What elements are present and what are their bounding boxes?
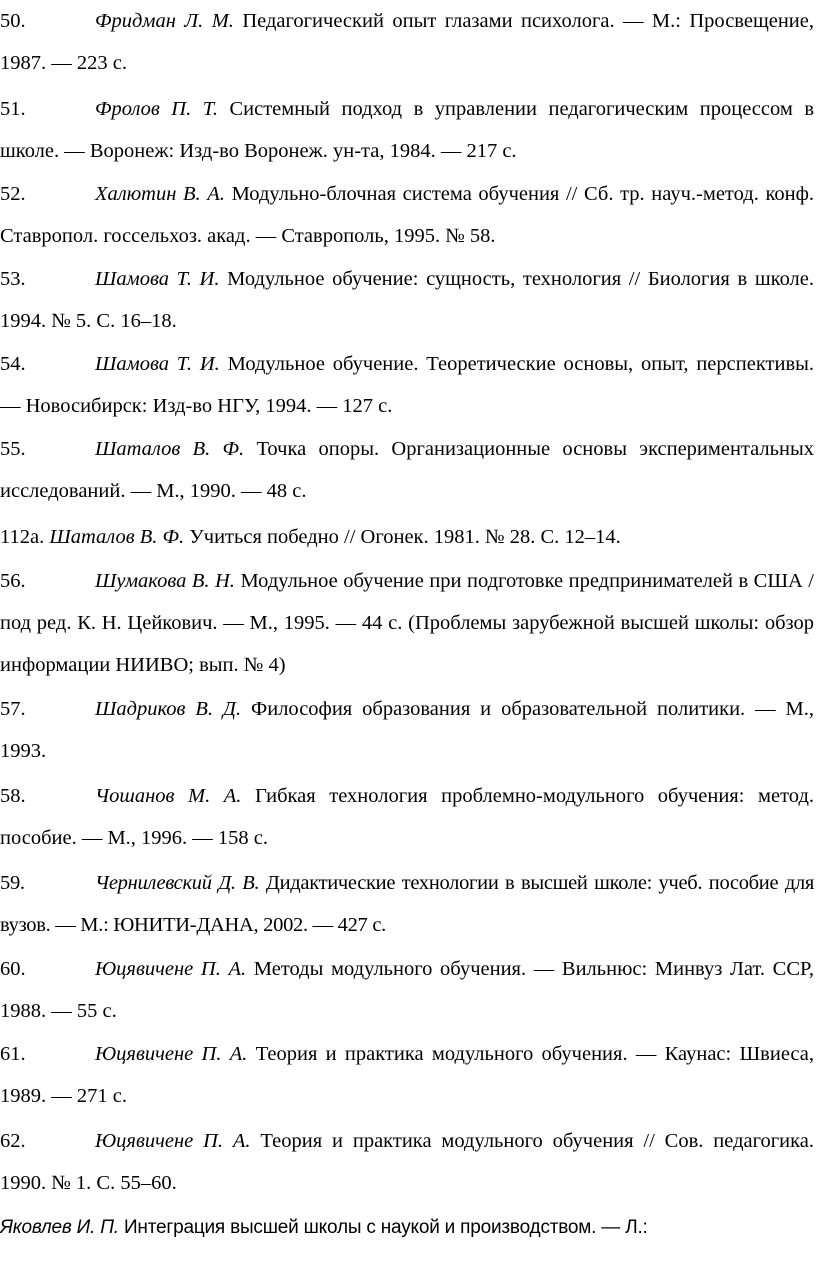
entry-text: Точка опоры. Организационные основы экспериментальных исследований. — М., 1990. — 48 с. xyxy=(0,438,815,502)
entry-text: Философия образования и образовательной политики. — М., 1993. xyxy=(0,698,814,762)
entry-number: 50. xyxy=(0,10,26,32)
bibliography-entry-54 xyxy=(0,343,814,427)
entry-author: Юцявичене П. А. xyxy=(95,1043,248,1065)
entry-author: Чернилевский Д. В. xyxy=(95,872,260,894)
bibliography-entry-53 xyxy=(0,258,814,342)
entry-text: Интеграция высшей школы с наукой и производством. — Л.: xyxy=(123,1217,648,1238)
entry-author: Шумакова В. Н. xyxy=(95,570,235,592)
entry-text: Гибкая технология проблемно-модульного обучения: метод. пособие. — М., 1996. — 158 с. xyxy=(0,785,814,849)
entry-author: Халютин В. А. xyxy=(95,183,225,205)
entry-text: Теория и практика модульного обучения // Сов. педагогика. 1990. № 1. С. 55–60. xyxy=(0,1130,815,1194)
entry-number: 51. xyxy=(0,98,26,120)
bibliography-entry-57 xyxy=(0,688,814,772)
entry-number: 56. xyxy=(0,570,26,592)
entry-author: Шамова Т. И. xyxy=(95,353,220,375)
entry-number: 57. xyxy=(0,698,26,720)
entry-number: 54. xyxy=(0,353,26,375)
bibliography-entry-56 xyxy=(0,560,814,686)
bibliography-entry-51 xyxy=(0,88,814,172)
entry-author: Чошанов М. А. xyxy=(95,785,242,807)
entry-author: Шаталов В. Ф. xyxy=(95,438,245,460)
entry-number: 52. xyxy=(0,183,26,205)
entry-text: Модульное обучение. Теоретические основы, опыт, перспективы. — Новосибирск: Изд-во НГУ, 1994. — 127 с. xyxy=(0,353,815,417)
entry-author: Фролов П. Т. xyxy=(95,98,218,120)
bibliography-entry-58 xyxy=(0,775,814,859)
bibliography-entry-112a xyxy=(0,516,814,558)
entry-author: Яковлев И. П. xyxy=(0,1217,119,1238)
entry-text: Педагогический опыт глазами психолога. — М.: Просвещение, 1987. — 223 с. xyxy=(0,10,814,74)
bibliography-entry-yakovlev xyxy=(0,1207,814,1249)
entry-author: Шаталов В. Ф. xyxy=(49,526,185,548)
entry-text: Модульное обучение: сущность, технология // Биология в школе. 1994. № 5. С. 16–18. xyxy=(0,268,814,332)
entry-number: 58. xyxy=(0,785,26,807)
entry-text: Дидактические технологии в высшей школе: учеб. пособие для вузов. — М.: ЮНИТИ-ДАНА, 2002. — 427 с. xyxy=(0,872,815,936)
bibliography-entry-60 xyxy=(0,948,814,1032)
entry-text: Модульное обучение при подготовке предпринимателей в США / под ред. К. Н. Цейкович. — М., 1995. — 44 с. (Проблемы зарубежной высшей школы: обзор информации НИИВО; вып. № 4) xyxy=(0,570,814,676)
bibliography-entry-50 xyxy=(0,0,814,84)
bibliography-entry-55 xyxy=(0,428,814,512)
entry-author: Шамова Т. И. xyxy=(95,268,220,290)
entry-text: Учиться победно // Огонек. 1981. № 28. С. 12–14. xyxy=(189,526,621,548)
entry-text: Системный подход в управлении педагогическим процессом в школе. — Воронеж: Изд-во Воронеж. ун-та, 1984. — 217 с. xyxy=(0,98,815,162)
entry-number: 61. xyxy=(0,1043,26,1065)
entry-number: 112а. xyxy=(0,526,45,548)
entry-text: Теория и практика модульного обучения. — Каунас: Швиеса, 1989. — 271 с. xyxy=(0,1043,815,1107)
entry-author: Юцявичене П. А. xyxy=(95,1130,251,1152)
bibliography-entry-52 xyxy=(0,173,814,257)
entry-number: 60. xyxy=(0,958,26,980)
entry-number: 55. xyxy=(0,438,26,460)
entry-number: 53. xyxy=(0,268,26,290)
entry-text: Модульно-блочная система обучения // Сб. тр. науч.-метод. конф. Ставропол. госсельхоз. акад. — Ставрополь, 1995. № 58. xyxy=(0,183,814,247)
bibliography-entry-62 xyxy=(0,1120,814,1204)
entry-number: 62. xyxy=(0,1130,26,1152)
entry-author: Юцявичене П. А. xyxy=(95,958,247,980)
bibliography-entry-59 xyxy=(0,862,814,946)
entry-text: Методы модульного обучения. — Вильнюс: Минвуз Лат. ССР, 1988. — 55 с. xyxy=(0,958,814,1022)
entry-author: Фридман Л. М. xyxy=(95,10,234,32)
entry-author: Шадриков В. Д. xyxy=(95,698,242,720)
entry-number: 59. xyxy=(0,872,25,894)
bibliography-entry-61 xyxy=(0,1033,814,1117)
